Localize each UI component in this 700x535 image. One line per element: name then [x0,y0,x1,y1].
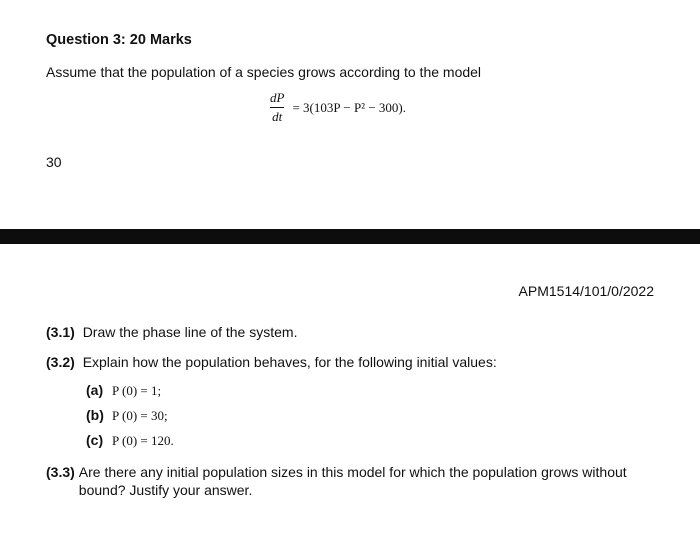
subpart-expression: P (0) = 30; [112,408,168,423]
question-label: (3.2) [46,354,75,370]
course-code: APM1514/101/0/2022 [518,283,654,299]
fraction-numerator: dP [270,90,285,105]
subpart-b [86,407,168,424]
subpart-label: (a) [86,382,104,398]
question-label: (3.3) [46,464,75,480]
question-3-1 [46,323,297,341]
subpart-a [86,382,161,399]
question-3-3 [46,463,658,499]
subpart-label: (b) [86,407,104,423]
subpart-label: (c) [86,432,104,448]
subpart-c [86,432,174,449]
page-divider [0,229,700,244]
question-label: (3.1) [46,324,75,340]
differential-equation [268,90,406,125]
subpart-expression: P (0) = 120. [112,433,174,448]
equation-rhs: = 3(103P − P² − 300). [292,99,406,115]
page-number: 30 [46,154,62,170]
question-text: Draw the phase line of the system. [82,324,298,340]
subpart-expression: P (0) = 1; [112,383,162,398]
question-title: Question 3: 20 Marks [46,32,192,48]
derivative-fraction [268,90,286,125]
question-3-2 [46,353,497,371]
question-text: Are there any initial population sizes in this model for which the population grows without bound? Justify your answer. [78,464,627,498]
question-text: Explain how the population behaves, for the following initial values: [82,354,497,370]
intro-text: Assume that the population of a species grows according to the model [46,64,482,80]
fraction-denominator: dt [272,109,283,124]
